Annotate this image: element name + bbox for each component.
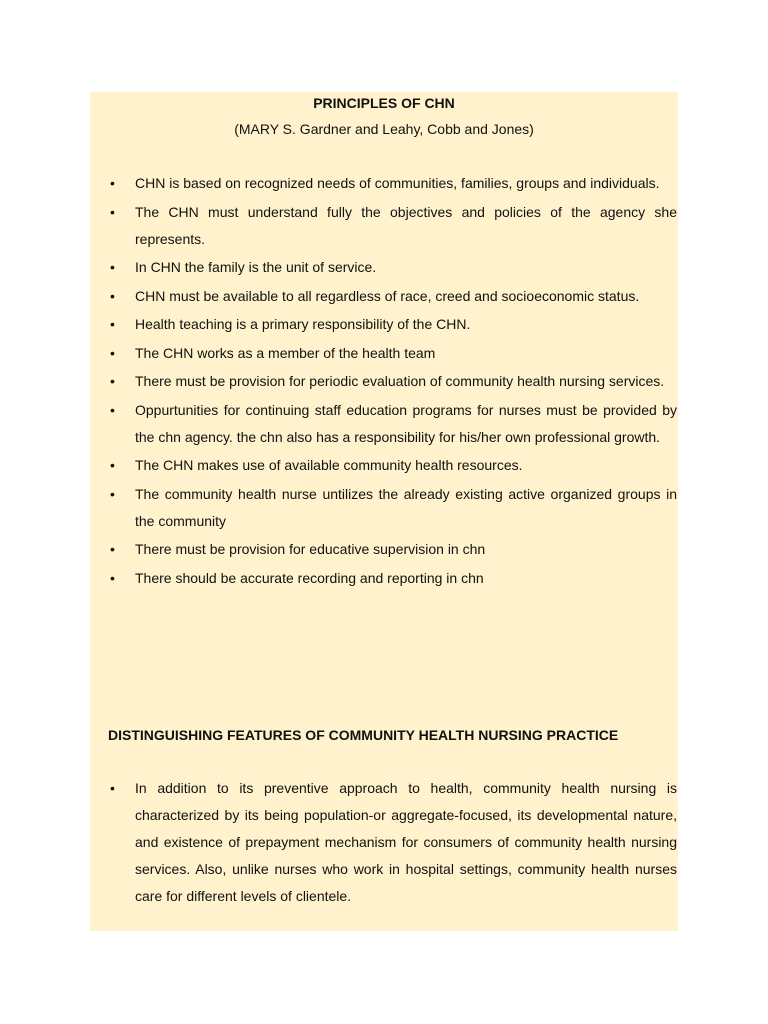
page-title: PRINCIPLES OF CHN: [313, 95, 455, 111]
list-item: • In CHN the family is the unit of service.: [90, 254, 678, 281]
list-item: • In addition to its preventive approach to health, community health nursing is characterized by its being population-or aggregate-focused, its developmental nature, and existence of prepayment mechanism for consumers of community health nursing services. Also, unlike nurses who work in hospital settings, community health nurses care for different levels of clientele.: [90, 775, 678, 910]
list-item: • The CHN works as a member of the health team: [90, 340, 678, 367]
list-item: • CHN is based on recognized needs of communities, families, groups and individuals.: [90, 170, 678, 197]
list-item: • Health teaching is a primary responsibility of the CHN.: [90, 311, 678, 338]
list-item: • The CHN must understand fully the objectives and policies of the agency she represents.: [90, 199, 678, 253]
list-item: • Oppurtunities for continuing staff education programs for nurses must be provided by the chn agency. the chn also has a responsibility for his/her own professional growth.: [90, 397, 678, 451]
list-item: • There should be accurate recording and reporting in chn: [90, 565, 678, 592]
features-list: [90, 775, 678, 910]
section-heading: DISTINGUISHING FEATURES OF COMMUNITY HEALTH NURSING PRACTICE: [108, 727, 619, 743]
list-item: • CHN must be available to all regardless of race, creed and socioeconomic status.: [90, 283, 678, 310]
document-panel: [90, 92, 678, 931]
page-subtitle: (MARY S. Gardner and Leahy, Cobb and Jones): [234, 121, 534, 137]
list-item: • The community health nurse untilizes the already existing active organized groups in the community: [90, 481, 678, 535]
principles-list: [90, 170, 678, 593]
list-item: • There must be provision for periodic evaluation of community health nursing services.: [90, 368, 678, 395]
list-item: • There must be provision for educative supervision in chn: [90, 536, 678, 563]
list-item: • The CHN makes use of available community health resources.: [90, 452, 678, 479]
